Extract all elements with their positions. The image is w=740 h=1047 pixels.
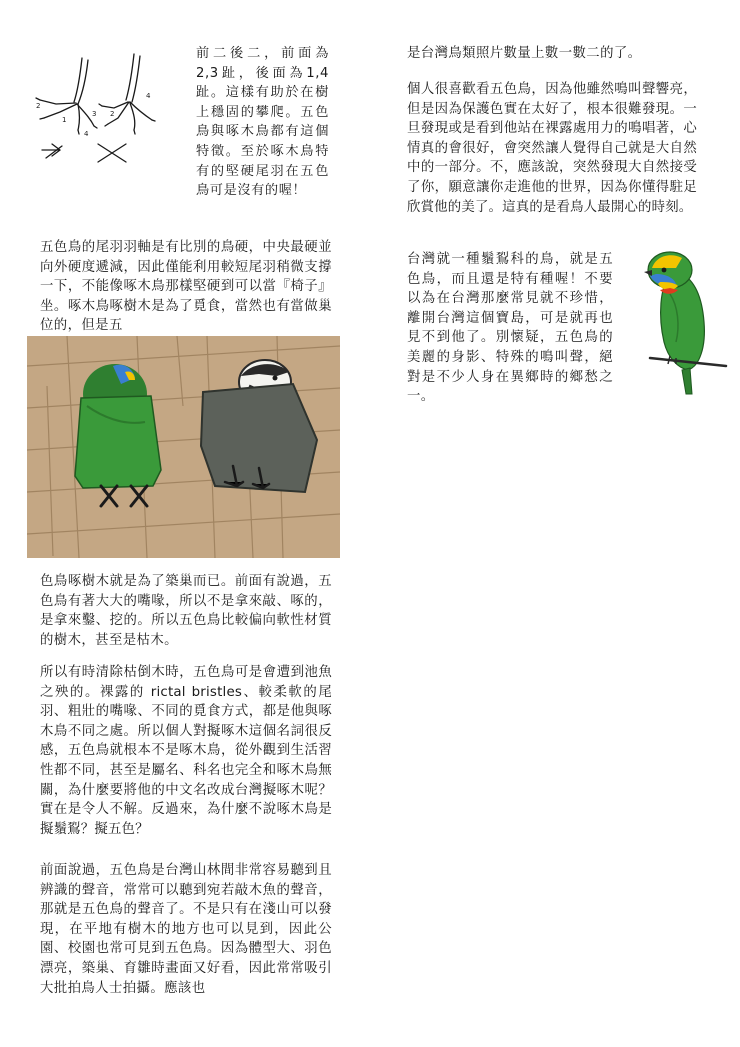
intro-paragraph: 前二後二，前面為2,3趾，後面為1,4趾。這樣有助於在樹上穩固的攀爬。五色鳥與啄木鳥都有這個特徵。至於啄木鳥特有的堅硬尾羽在五色鳥可是沒有的喔！ [196, 46, 329, 199]
toe-label-4: 4 [84, 130, 89, 138]
photo-count-line: 是台灣鳥類照片數量上數一數二的了。 [407, 46, 642, 61]
toe-label-4b: 4 [146, 92, 151, 100]
tail-feather-paragraph: 五色鳥的尾羽羽軸是有比別的鳥硬，中央最硬並向外硬度遞減，因此僅能利用較短尾羽稍微支撐一下，不能像啄木鳥那樣堅硬到可以當『椅子』坐。啄木鳥啄樹木是為了覓食，當然也有當做巢位的，但是五 [40, 240, 332, 334]
endemic-paragraph: 台灣就一種鬚鴷科的鳥，就是五色鳥，而且還是特有種喔！不要以為在台灣那麼常見就不珍惜，離開台灣這個寶島，可是就再也見不到他了。別懷疑，五色鳥的美麗的身影、特殊的鳴叫聲，絕對是不少人身在異鄉時的鄉愁之一。 [407, 252, 613, 405]
personal-paragraph: 個人很喜歡看五色鳥，因為他雖然鳴叫聲響亮，但是因為保護色實在太好了，根本很難發現。一旦發現或是看到他站在裸露處用力的鳴唱著，心情真的會很好，會突然讓人覺得自己就是大自然中的一部分。不，應該說，突然發現大自然接受了你，願意讓你走進他的世界，因為你懂得駐足欣賞他的美了。這真的是看鳥人最開心的時刻。 [407, 82, 697, 215]
toe-label-3: 3 [92, 110, 97, 118]
toe-label-2: 2 [36, 102, 41, 110]
barbet-and-woodpecker-illustration [27, 336, 340, 558]
taiwan-barbet-drawing [630, 246, 730, 396]
toe-label-1: 1 [62, 116, 67, 124]
toe-label-2b: 2 [110, 110, 115, 118]
nesting-paragraph: 色鳥啄樹木就是為了築巢而已。前面有說過，五色鳥有著大大的嘴喙，所以不是拿來敲、啄的，是拿來鑿、挖的。所以五色鳥比較偏向軟性材質的樹木，甚至是枯木。 [40, 574, 332, 648]
name-criticism-paragraph: 所以有時清除枯倒木時，五色鳥可是會遭到池魚之殃的。裸露的 rictal bristles、較柔軟的尾羽、粗壯的嘴喙、不同的覓食方式，都是他與啄木鳥不同之處。所以個人對擬啄木這個名詞很反感，五色鳥就根本不是啄木鳥，從外觀到生活習性都不同，甚至是屬名、科名也完全和啄木鳥無關，為什麼要將他的中文名改成台灣擬啄木呢？實在是令人不解。反過來，為什麼不說啄木鳥是擬鬚鴷？擬五色？ [40, 665, 332, 837]
call-paragraph: 前面說過，五色鳥是台灣山林間非常容易聽到且辨識的聲音，常常可以聽到宛若敲木魚的聲音，那就是五色鳥的聲音了。不是只有在淺山可以發現，在平地有樹木的地方也可以見到，因此公園、校園也常可見到五色鳥。因為體型大、羽色漂亮，築巢、育雛時畫面又好看，因此常常吸引大批拍鳥人士拍攝。應該也 [40, 863, 332, 996]
zygodactyl-feet-sketch [22, 46, 187, 176]
